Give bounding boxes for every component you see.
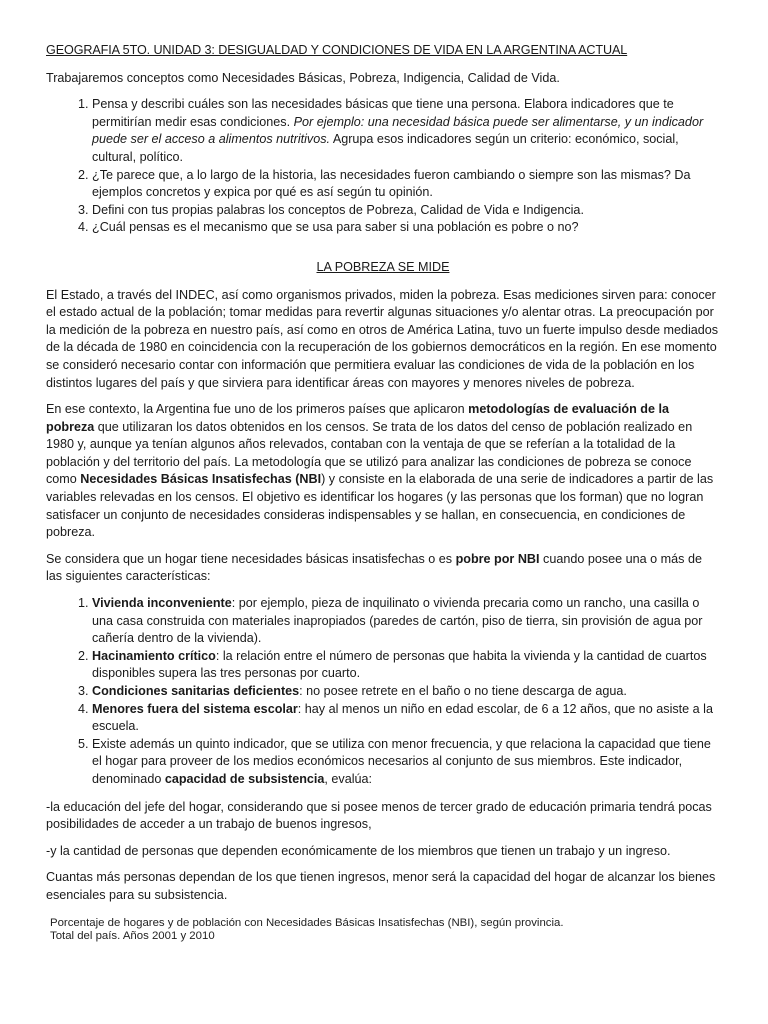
question-list [46, 96, 720, 237]
nbi-item-1-text: : por ejemplo, pieza de inquilinato o vivienda precaria como un rancho, una casilla o una casa construida con materiales inapropiados (paredes de cartón, piso de tierra, sin provisión de agua por cañería dentro de la vivienda). [92, 596, 703, 646]
nbi-item-5-term: capacidad de subsistencia [164, 771, 325, 786]
question-4: 4. ¿Cuál pensas es el mecanismo que se usa para saber si una población es pobre o no? [92, 219, 720, 237]
paragraph-5: -y la cantidad de personas que dependen económicamente de los miembros que tienen un trabajo y un ingreso. [46, 843, 671, 858]
question-1-text-end: Agrupa esos indicadores según un criterio: económico, social, cultural, político. [92, 132, 679, 164]
nbi-item-3 [92, 683, 720, 701]
nbi-criteria-list [46, 595, 720, 789]
paragraph-6: Cuantas más personas dependan de los que tienen ingresos, menor será la capacidad del hogar de alcanzar los bienes esenciales para su subsistencia. [46, 870, 716, 902]
paragraph-1: El Estado, a través del INDEC, así como organismos privados, miden la pobreza. Esas mediciones sirven para: conocer el estado actual de la población; tomar medidas para revertir algunas situaciones y/o alentar otras. La preocupación por la medición de la pobreza en nuestro país, así como en otros de América Latina, tuvo un fuerte impulso desde mediados de la década de 1980 en coincidencia con la recuperación de los gobiernos democráticos en la región. En ese momento se consideró necesario contar con información que permitiera evaluar las condiciones de vida de la población en los distintos lugares del país y que sirviera para identificar áreas con mayores y menores niveles de pobreza. [46, 287, 719, 390]
nbi-item-5-text-end: , evalúa: [324, 771, 373, 786]
nbi-item-2 [92, 648, 720, 683]
nbi-item-4-term: Menores fuera del sistema escolar [92, 701, 298, 716]
nbi-item-5-text: Existe además un quinto indicador, que se utiliza con menor frecuencia, y que relaciona la capacidad que tiene el hogar para proveer de los medios económicos necesarios al conjunto de sus miembros. Este indicador, denominado [92, 736, 711, 786]
table-caption-line-2: Total del país. Años 2001 y 2010 [50, 929, 215, 942]
nbi-item-5 [92, 736, 720, 789]
paragraph-2 [46, 401, 720, 542]
paragraph-2-bold-methodology: metodologías de evaluación de la pobreza [46, 402, 670, 434]
paragraph-2-bold-nbi: Necesidades Básicas Insatisfechas (NBI [80, 472, 322, 487]
nbi-item-3-text: : no posee retrete en el baño o no tiene descarga de agua. [299, 684, 627, 698]
nbi-item-4 [92, 701, 720, 736]
paragraph-3-part-c: cuando posee una o más de las siguientes características: [46, 551, 702, 584]
paragraph-3-part-a: Se considera que un hogar tiene necesidades básicas insatisfechas o es [46, 551, 456, 566]
nbi-item-1 [92, 595, 720, 648]
nbi-item-4-text: : hay al menos un niño en edad escolar, de 6 a 12 años, que no asiste a la escuela. [92, 701, 713, 734]
document-title: GEOGRAFIA 5TO. UNIDAD 3: DESIGUALDAD Y CONDICIONES DE VIDA EN LA ARGENTINA ACTUAL [46, 43, 628, 57]
nbi-item-3-term: Condiciones sanitarias deficientes [92, 684, 300, 698]
intro-paragraph: Trabajaremos conceptos como Necesidades Básicas, Pobreza, Indigencia, Calidad de Vida. [46, 70, 560, 85]
question-2: 2. ¿Te parece que, a lo largo de la historia, las necesidades fueron cambiando o siempre son las mismas? Da ejemplos concretos y expica por qué es así según tu opinión. [92, 167, 720, 202]
paragraph-2-part-e: ) y consiste en la elaborada de una serie de indicadores a partir de las variables relevadas en los censos. El objetivo es identificar los hogares (y las personas que los forman) que no logran satisfacer un conjunto de necesidades consideras indispensables y se hallan, en consecuencia, en condiciones de pobreza. [46, 472, 714, 540]
section-title: LA POBREZA SE MIDE [316, 259, 450, 274]
paragraph-2-part-c: que utilizaran los datos obtenidos en los censos. Se trata de los datos del censo de población realizado en 1980 y, aunque ya tenían algunos años relevados, contaban con la ventaja de que se referían a la totalidad de la población y del territorio del país. La metodología que se utilizó para analizar las condiciones de pobreza se conoce como [46, 419, 693, 487]
question-1 [92, 96, 720, 166]
paragraph-2-part-a: En ese contexto, la Argentina fue uno de los primeros países que aplicaron [46, 402, 469, 417]
nbi-item-2-term: Hacinamiento crítico [92, 648, 216, 663]
question-1-example: Por ejemplo: una necesidad básica puede ser alimentarse, y un indicador puede ser el acceso a alimentos nutritivos. [92, 114, 704, 147]
question-1-text: Pensa y describi cuáles son las necesidades básicas que tiene una persona. Elabora indicadores que te permitirían medir esas condiciones. [92, 97, 674, 129]
paragraph-4: -la educación del jefe del hogar, considerando que si posee menos de tercer grado de educación primaria tendrá pocas posibilidades de acceder a un trabajo de buenos ingresos, [46, 799, 712, 832]
nbi-item-2-text: : la relación entre el número de personas que habita la vivienda y la cantidad de cuartos disponibles supera las tres personas por cuarto. [92, 648, 707, 681]
paragraph-3-bold: pobre por NBI [455, 551, 540, 566]
table-caption-line-1: Porcentaje de hogares y de población con Necesidades Básicas Insatisfechas (NBI), según provincia. [50, 916, 564, 929]
table-caption [46, 917, 720, 943]
paragraph-3 [46, 551, 720, 586]
question-3: 3. Defini con tus propias palabras los conceptos de Pobreza, Calidad de Vida e Indigencia. [92, 202, 720, 220]
nbi-item-1-term: Vivienda inconveniente [92, 596, 232, 611]
